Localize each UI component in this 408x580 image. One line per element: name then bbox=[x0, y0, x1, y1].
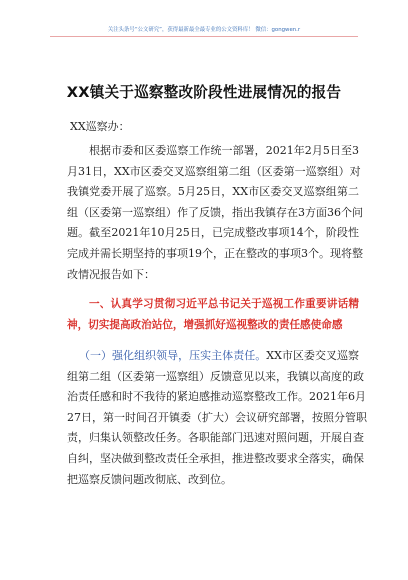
heading-line: 神，切实提高政治站位，增强抓好巡视整改的责任感使命感 bbox=[67, 318, 343, 331]
header-banner: 关注头条号“公文研究”，获得最新最全最专业的公文资料库！ 微信：gongwen.r bbox=[107, 27, 301, 33]
section-heading-1 bbox=[67, 294, 359, 335]
paragraph-line: 改情况报告如下： bbox=[67, 267, 155, 281]
paragraph-line: 月31日，XX市区委交叉巡察组第二组（区委第一巡察组）对 bbox=[67, 164, 361, 178]
paragraph-line: 27日，第一时间召开镇委（扩大）会议研究部署，按照分管职 bbox=[67, 410, 367, 424]
paragraph-line: 我镇党委开展了巡察。5月25日，XX市区委交叉巡察组第二 bbox=[67, 185, 359, 199]
paragraph-line: 责，归集认领整改任务。各职能部门迅速对照问题，开展自查 bbox=[67, 431, 364, 445]
paragraph-subsection-1 bbox=[67, 346, 367, 490]
paragraph-line: 根据市委和区委巡察工作统一部署，2021年2月5日至3 bbox=[89, 144, 359, 157]
paragraph-line: 组（区委第一巡察组）作了反馈，指出我镇存在3方面36个问 bbox=[67, 205, 363, 219]
salutation: XX巡察办： bbox=[70, 120, 130, 133]
heading-line: 一、认真学习贯彻习近平总书记关于巡视工作重要讲话精 bbox=[89, 298, 359, 310]
paragraph-line: 完成并需长期坚持的事项19个，正在整改的事项3个。现将整 bbox=[67, 246, 363, 260]
subsection-label: （一）强化组织领导，压实主体责任。 bbox=[79, 349, 267, 362]
paragraph-line: 自纠，坚决做到整改责任全承担，推进整改要求全落实，确保 bbox=[67, 451, 364, 465]
paragraph-line bbox=[67, 346, 359, 367]
paragraph-line: 把巡察反馈问题改彻底、改到位。 bbox=[67, 472, 232, 486]
paragraph-line: 题。截至2021年10月25日，已完成整改事项14个，阶段性 bbox=[67, 226, 359, 240]
document-title: XX镇关于巡察整改阶段性进展情况的报告 bbox=[66, 84, 342, 101]
paragraph-line-rest: XX市区委交叉巡察 bbox=[266, 349, 359, 362]
paragraph-intro bbox=[67, 141, 363, 285]
paragraph-line: 治责任感和时不我待的紧迫感推动巡察整改工作。2021年6月 bbox=[67, 390, 366, 404]
paragraph-line: 组第二组（区委第一巡察组）反馈意见以来，我镇以高度的政 bbox=[67, 369, 364, 383]
header-divider bbox=[50, 36, 358, 37]
